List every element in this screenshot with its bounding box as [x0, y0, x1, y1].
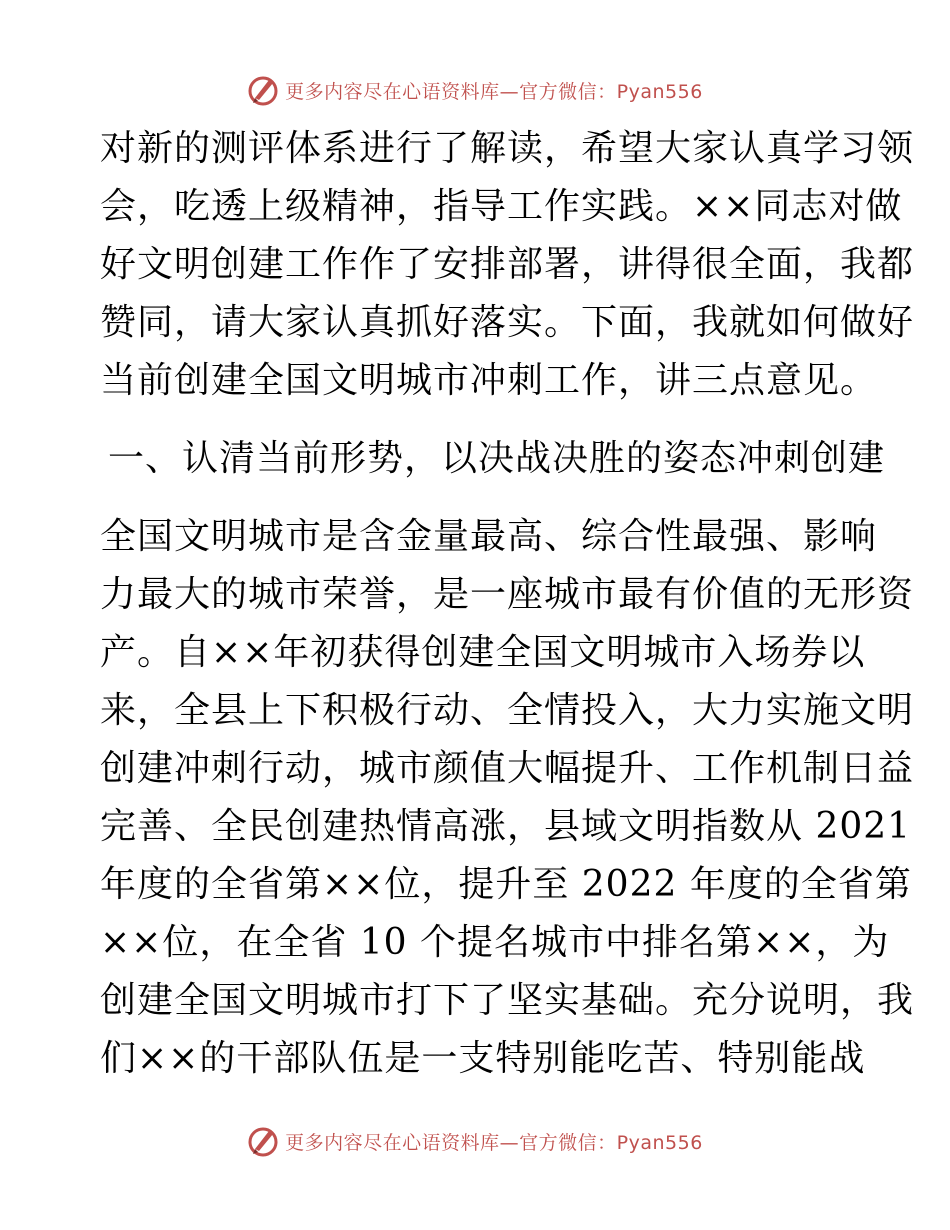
footer-watermark: [0, 1121, 950, 1161]
text-line: 会，吃透上级精神，指导工作实践。××同志对做: [100, 186, 903, 227]
intro-paragraph: [100, 120, 915, 410]
text-line: 年度的全省第××位，提升至 2022 年度的全省第: [100, 864, 912, 905]
document-body: [100, 120, 915, 1088]
text-line: ××位，在全省 10 个提名城市中排名第××，为: [100, 922, 890, 963]
text-line: 完善、全民创建热情高涨，县域文明指数从 2021: [100, 806, 912, 847]
header-watermark: [0, 70, 950, 110]
section-heading: 一、认清当前形势，以决战决胜的姿态冲刺创建: [108, 438, 886, 479]
text-line: 全国文明城市是含金量最高、综合性最强、影响: [100, 516, 878, 557]
text-line: 赞同，请大家认真抓好落实。下面，我就如何做好: [100, 302, 915, 343]
quill-logo-icon: [247, 74, 279, 106]
text-line: 创建全国文明城市打下了坚实基础。充分说明，我: [100, 980, 915, 1021]
quill-logo-icon: [247, 1125, 279, 1157]
watermark-text: 更多内容尽在心语资料库—官方微信：Pyan556: [285, 1131, 703, 1154]
text-line: 对新的测评体系进行了解读，希望大家认真学习领: [100, 128, 915, 169]
text-line: 们××的干部队伍是一支特别能吃苦、特别能战: [100, 1038, 866, 1079]
text-line: 力最大的城市荣誉，是一座城市最有价值的无形资: [100, 574, 915, 615]
watermark-text: 更多内容尽在心语资料库—官方微信：Pyan556: [285, 80, 703, 103]
text-line: 来，全县上下积极行动、全情投入，大力实施文明: [100, 690, 915, 731]
text-line: 当前创建全国文明城市冲刺工作，讲三点意见。: [100, 360, 878, 401]
text-line: 产。自××年初获得创建全国文明城市入场券以: [100, 632, 866, 673]
text-line: 创建冲刺行动，城市颜值大幅提升、工作机制日益: [100, 748, 915, 789]
text-line: 好文明创建工作作了安排部署，讲得很全面，我都: [100, 244, 915, 285]
body-paragraph: [100, 508, 915, 1088]
